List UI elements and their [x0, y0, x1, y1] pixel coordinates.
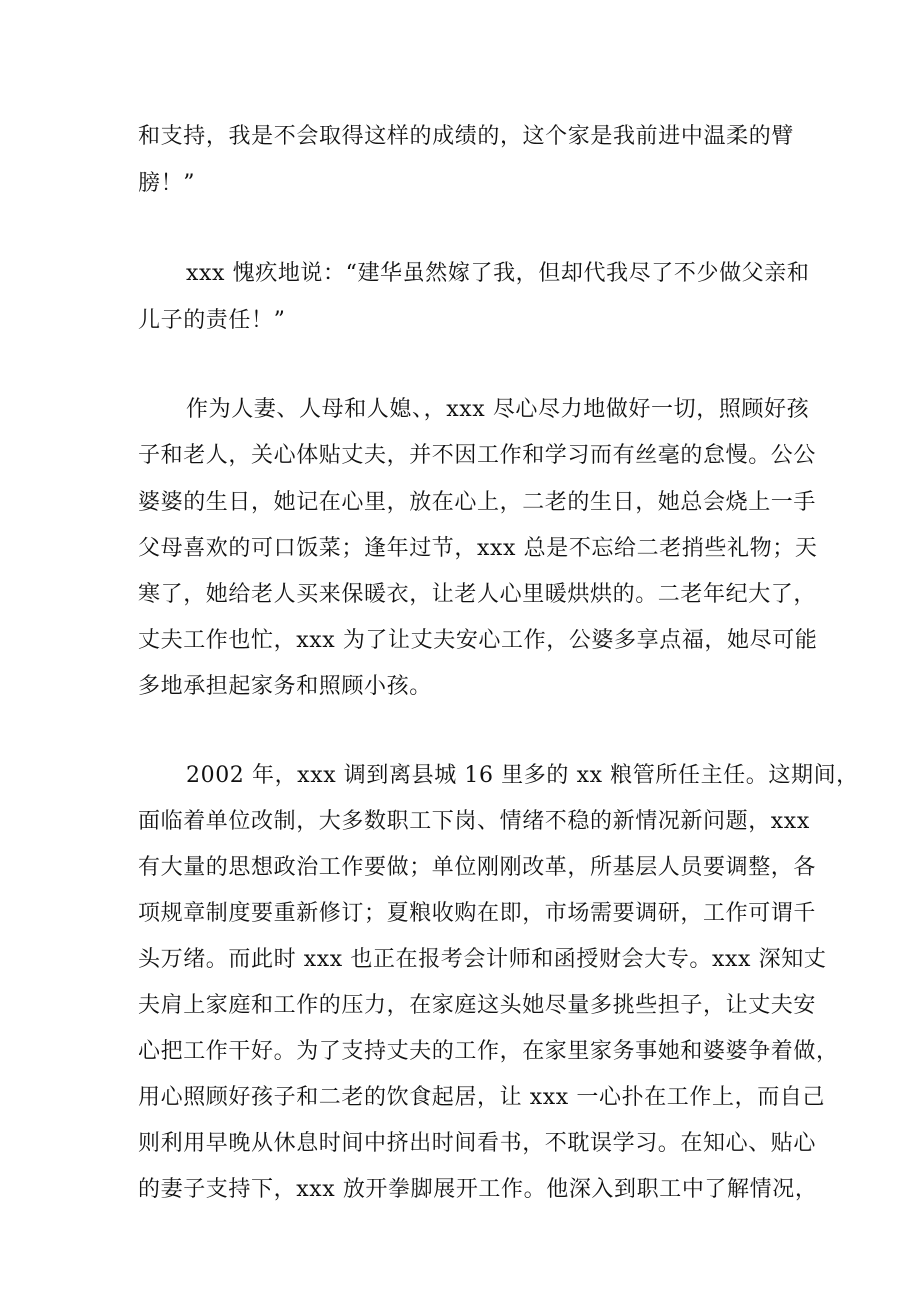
paragraph-2-line-1: xxx 愧疚地说：“建华虽然嫁了我，但却代我尽了不少做父亲和	[186, 261, 810, 286]
paragraph-4-line-5: 头万绪。而此时 xxx 也正在报考会计师和函授财会大专。xxx 深知丈	[138, 947, 827, 972]
paragraph-4-line-3: 有大量的思想政治工作要做；单位刚刚改革，所基层人员要调整，各	[138, 855, 817, 880]
paragraph-3-line-2: 子和老人，关心体贴丈夫，并不因工作和学习而有丝毫的怠慢。公公	[138, 443, 817, 468]
paragraph-4-line-8: 用心照顾好孩子和二老的饮食起居，让 xxx 一心扑在工作上，而自己	[138, 1085, 826, 1110]
paragraph-2-line-2: 儿子的责任！”	[138, 308, 286, 333]
paragraph-3-line-1: 作为人妻、人母和人媳、，xxx 尽心尽力地做好一切，照顾好孩	[186, 397, 810, 422]
paragraph-3-line-5: 寒了，她给老人买来保暖衣，让老人心里暖烘烘的。二老年纪大了，	[138, 582, 817, 607]
paragraph-3-line-4: 父母喜欢的可口饭菜；逢年过节，xxx 总是不忘给二老捎些礼物；天	[138, 536, 818, 561]
paragraph-4-line-6: 夫肩上家庭和工作的压力，在家庭这头她尽量多挑些担子，让丈夫安	[138, 993, 817, 1018]
paragraph-4-line-4: 项规章制度要重新修订；夏粮收购在即，市场需要调研，工作可谓千	[138, 901, 817, 926]
paragraph-4-line-10: 的妻子支持下，xxx 放开拳脚展开工作。他深入到职工中了解情况，	[138, 1177, 818, 1202]
paragraph-4-line-9: 则利用早晚从休息时间中挤出时间看书，不耽误学习。在知心、贴心	[138, 1131, 817, 1156]
paragraph-3-line-7: 多地承担起家务和照顾小孩。	[138, 674, 432, 699]
paragraph-3-line-6: 丈夫工作也忙，xxx 为了让丈夫安心工作，公婆多享点福，她尽可能	[138, 628, 818, 653]
paragraph-4-line-1: 2002 年，xxx 调到离县城 16 里多的 xx 粮管所任主任。这期间，	[186, 763, 859, 788]
paragraph-4-line-7: 心把工作干好。为了支持丈夫的工作，在家里家务事她和婆婆争着做，	[138, 1039, 839, 1064]
paragraph-1-line-1: 和支持，我是不会取得这样的成绩的，这个家是我前进中温柔的臂	[138, 124, 794, 149]
paragraph-4-line-2: 面临着单位改制，大多数职工下岗、情绪不稳的新情况新问题，xxx	[138, 809, 810, 834]
paragraph-1-line-2: 膀！”	[138, 171, 196, 196]
paragraph-3-line-3: 婆婆的生日，她记在心里，放在心上，二老的生日，她总会烧上一手	[138, 490, 817, 515]
